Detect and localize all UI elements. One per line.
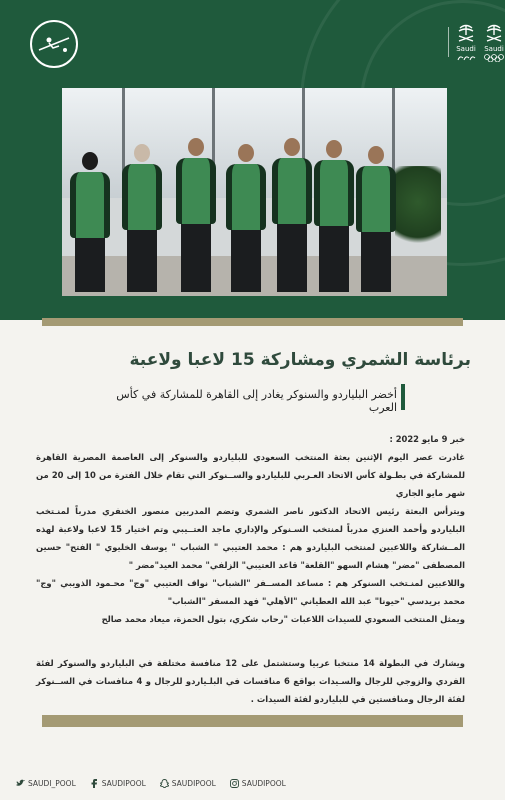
instagram-icon xyxy=(230,779,239,788)
social-handle: SAUDIPOOL xyxy=(241,778,286,788)
team-member xyxy=(314,140,354,292)
team-member xyxy=(176,138,216,292)
saudi-paralympic-logo xyxy=(455,23,477,62)
paragraph: غادرت عصر اليوم الإثنين بعثة المنتخب السعودي للبلياردو والسنوكر إلى العاصمة المصرية القاهرة للمشاركة في بطـولة كأس الاتحاد العـربي للبلياردو والســنوكر التي تقام خلال الفترة من 10 إلى 20 من شهر مايو الجاري xyxy=(36,452,465,498)
team-member xyxy=(226,144,266,292)
snapchat-icon xyxy=(160,779,169,788)
agitos-icon xyxy=(455,54,477,62)
divider-bottom xyxy=(42,715,463,727)
palm-swords-icon xyxy=(484,23,504,45)
logo-label: Saudi xyxy=(456,44,476,53)
palm-swords-icon xyxy=(456,23,476,45)
team-member xyxy=(70,152,110,292)
article-headline: برئاسة الشمري ومشاركة 15 لاعبا ولاعبة xyxy=(129,350,471,370)
billiards-player-icon xyxy=(37,34,71,54)
social-footer xyxy=(16,776,286,790)
paragraph: ويترأس البعثة رئيس الاتحاد الدكتور ناصر الشمري وتضم المدربين منصور الخنفري مدرباً لمنـتخب البلياردو وأحمد العنزي مدرباً لمنتخب السـنوكر والإداري ماجد العتــيبي وتم اختيار 15 لاعبا ولاعبة لهذه المــشاركة واللاعبين لمنتخب البلياردو هم : محمد العتيبي " الشباب " يوسف الخليوي " الفتح" حسين المصطفى "مضر" هشام السهو "القلعة" قاعد العتيبي" الزلفي" محمد العيد"مضر " xyxy=(36,506,465,570)
dateline: خبر 9 مايو 2022 : xyxy=(389,434,465,444)
social-instagram[interactable] xyxy=(230,779,286,788)
social-twitter[interactable] xyxy=(16,779,76,788)
photo-plant xyxy=(395,166,441,256)
team-photo xyxy=(62,88,447,296)
saudi-olympic-logo xyxy=(483,23,505,62)
facebook-icon xyxy=(90,779,99,788)
logo-divider xyxy=(448,27,449,57)
social-facebook[interactable] xyxy=(90,779,146,788)
partner-logos xyxy=(335,18,505,66)
header-banner xyxy=(0,0,505,320)
olympic-rings-icon xyxy=(483,54,505,62)
paragraph: واللاعبين لمنـتخب السنوكر هم : مساعد المســفر "الشباب" نواف العتيبي "وج" محـمود الذويبي "وج" محمد بريدسي "حيونا" عبد الله العطياني "الأهلي" فهد المسفر "الشباب" xyxy=(36,578,465,606)
twitter-icon xyxy=(16,779,25,788)
paragraph: ويمثل المنتخب السعودي للسيدات اللاعبات "رحاب شكري، بتول الحمزة، ميعاد محمد صالح xyxy=(101,614,465,624)
team-member xyxy=(272,138,312,292)
social-handle: SAUDIPOOL xyxy=(101,778,146,788)
article-subheadline: أخضر البلياردو والسنوكر يغادر إلى القاهرة للمشاركة في كأس العرب xyxy=(116,388,397,414)
subheadline-accent xyxy=(401,384,405,410)
logo-label: Saudi xyxy=(484,44,504,53)
social-handle: SAUDIPOOL xyxy=(171,778,216,788)
team-member xyxy=(356,146,396,292)
divider-top xyxy=(42,318,463,326)
closing-paragraph: ويشارك في البطولة 14 منتخبا عربيا وستشتمل على 12 منافسة مختلفة في البلياردو والسنوكر لفئة الفردي والزوجي للرجال والسـيدات بواقع 6 منافسات في البلـياردو للرجال و 4 منافسات في الســنوكر لفئة الرجال ومنافستين في للبلياردو لفئة السيدات . xyxy=(36,658,466,704)
federation-logo xyxy=(30,20,78,68)
article-body xyxy=(36,430,465,708)
social-handle: SAUDI_POOL xyxy=(28,778,76,788)
team-member xyxy=(122,144,162,292)
social-snapchat[interactable] xyxy=(160,779,216,788)
